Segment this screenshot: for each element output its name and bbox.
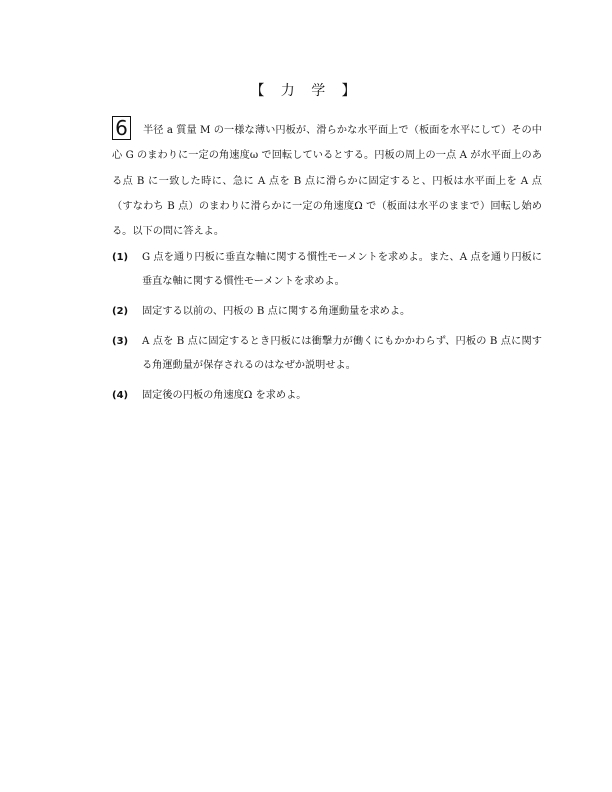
question-item bbox=[112, 384, 542, 408]
question-text: A 点を B 点に固定するとき円板には衝撃力が働くにもかかわらず、円板の B 点に関する角運動量が保存されるのはなぜか説明せよ。 bbox=[142, 336, 542, 371]
question-item bbox=[112, 246, 542, 294]
question-number: (3) bbox=[112, 336, 129, 347]
question-text: G 点を通り円板に垂直な軸に関する慣性モーメントを求めよ。また、A 点を通り円板に垂直な軸に関する慣性モーメントを求めよ。 bbox=[142, 252, 542, 287]
page-title: 【 力 学 】 bbox=[250, 83, 362, 99]
question-item bbox=[112, 330, 542, 378]
question-number: (1) bbox=[112, 252, 129, 263]
problem-text: 半径 a 質量 M の一様な薄い円板が、滑らかな水平面上で（板面を水平にして）その中心 G のまわりに一定の角速度ω で回転しているとする。円板の周上の一点 A が水平面上のある点 B に一致した時に、急に A 点を B 点に滑らかに固定すると、円板は水平面上を A 点（すなわち B 点）のまわりに滑らかに一定の角速度Ω で（板面は水平のままで）回転し始める。以下の問に答えよ。 bbox=[112, 125, 542, 238]
problem-statement bbox=[112, 118, 542, 244]
question-text: 固定する以前の、円板の B 点に関する角運動量を求めよ。 bbox=[142, 306, 411, 317]
problem-number: 6 bbox=[112, 116, 131, 140]
question-list bbox=[112, 246, 542, 414]
question-number: (4) bbox=[112, 390, 129, 401]
question-number: (2) bbox=[112, 306, 129, 317]
question-item bbox=[112, 300, 542, 324]
question-text: 固定後の円板の角速度Ω を求めよ。 bbox=[142, 390, 307, 401]
